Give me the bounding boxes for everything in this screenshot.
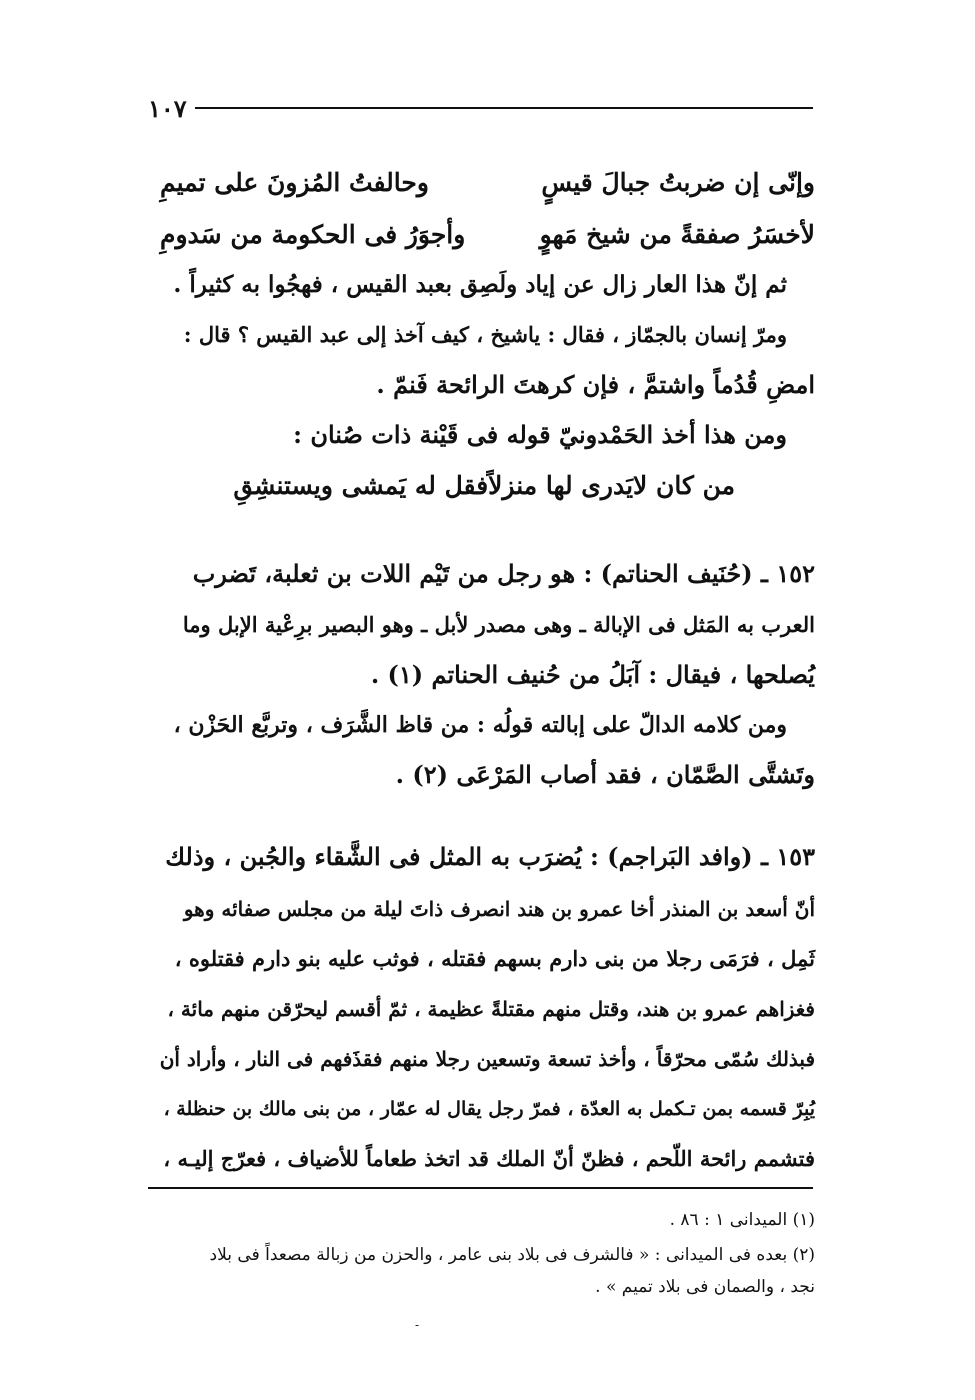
text-line: ومن هذا أخذ الحَمْدونيّ قوله فى قَيْنة ذات صُنان : (293, 420, 787, 449)
text-line: فبذلك سُمّى محرّقاً ، وأخذ تسعة وتسعين رجلا منهم فقذَفهم فى النار ، وأراد أن (159, 1047, 815, 1071)
hemistich-left: وأجوَرُ فى الحكومة من سَدومِ (160, 219, 466, 249)
entry-152-heading-line: ١٥٢ ـ (حُنَيف الحناتم) : هو رجل من تَيْم اللات بن ثعلبة، تَضرب (192, 559, 815, 588)
entry-153-heading-line: ١٥٣ ـ (وافد البَراجم) : يُضرَب به المثل فى الشَّقاء والجُبن ، وذلك (165, 842, 815, 871)
text-line: ومرّ إنسان بالجمّاز ، فقال : ياشيخ ، كيف آخذ إلى عبد القيس ؟ قال : (183, 322, 787, 347)
text-line: ثم إنّ هذا العار زال عن إياد ولَصِق بعبد القيس ، فهجُوا به كثيراً . (173, 271, 787, 298)
text-line: ثَمِل ، فرَمَى رجلا من بنى دارم بسهم فقتله ، فوثب عليه بنو دارم فقتلوه ، (174, 946, 815, 971)
text-line: امضِ قُدُماً واشتمَّ ، فإن كرهتَ الرائحة فَنمّ . (376, 370, 815, 399)
hemistich-right: من كان لايَدرى لها منزلاً (488, 470, 735, 500)
text-line: يُصلحها ، فيقال : آبَلُ من حُنيف الحناتم (١) . (370, 660, 815, 689)
hemistich-right: لأخسَرُ صفقةً من شيخ مَهوٍ (539, 219, 815, 249)
hemistich-left: وحالفتُ المُزونَ على تميمِ (160, 167, 429, 197)
text-line: يُبِرّ قسمه بمن تـكمل به العدّة ، فمرّ رجل يقال له عمّار ، من بنى مالك بن حنظلة ، (163, 1098, 815, 1120)
footnote: (٢) بعده فى الميدانى : « فالشرف فى بلاد بنى عامر ، والحزن من زبالة مصعداً فى بلاد (209, 1245, 815, 1265)
text-line: فتشمم رائحة اللّحم ، فظنّ أنّ الملك قد اتخذ طعاماً للأضياف ، فعرّج إليـه ، (163, 1146, 815, 1171)
text-line: وتَشتَّى الصَّمّان ، فقد أصاب المَرْعَى (٢) . (395, 760, 815, 789)
page-number: ١٠٧ (148, 93, 187, 123)
poem-verse (160, 212, 815, 256)
footnote-rule (148, 1187, 813, 1189)
bottom-mark: - (415, 1318, 420, 1332)
footnote: نجد ، والصمان فى بلاد تميم » . (595, 1277, 815, 1297)
footnote: (١) الميدانى ١ : ٨٦ . (669, 1210, 815, 1230)
poem-verse (160, 160, 815, 204)
poem-verse (235, 463, 735, 507)
text-line: فغزاهم عمرو بن هند، وقتل منهم مقتلةً عظيمة ، ثمّ أقسم ليحرّقن منهم مائة ، (167, 997, 815, 1021)
text-line: ومن كلامه الدالّ على إبالته قولُه : من قاظ الشَّرَف ، وتربَّع الحَزْن ، (173, 712, 787, 738)
text-line: أنّ أسعد بن المنذر أخا عمرو بن هند انصرف ذاتَ ليلة من مجلس صفائه وهو (183, 897, 815, 921)
header-rule (195, 107, 813, 109)
text-line: العرب به المَثل فى الإبالة ـ وهى مصدر لأبل ـ وهو البصير برِعْية الإبل وما (182, 612, 815, 637)
hemistich-right: وإنّى إن ضربتُ جبالَ قيسٍ (541, 167, 815, 197)
hemistich-left: فقل له يَمشى ويستنشِقِ (233, 470, 489, 500)
page-header (148, 93, 813, 123)
